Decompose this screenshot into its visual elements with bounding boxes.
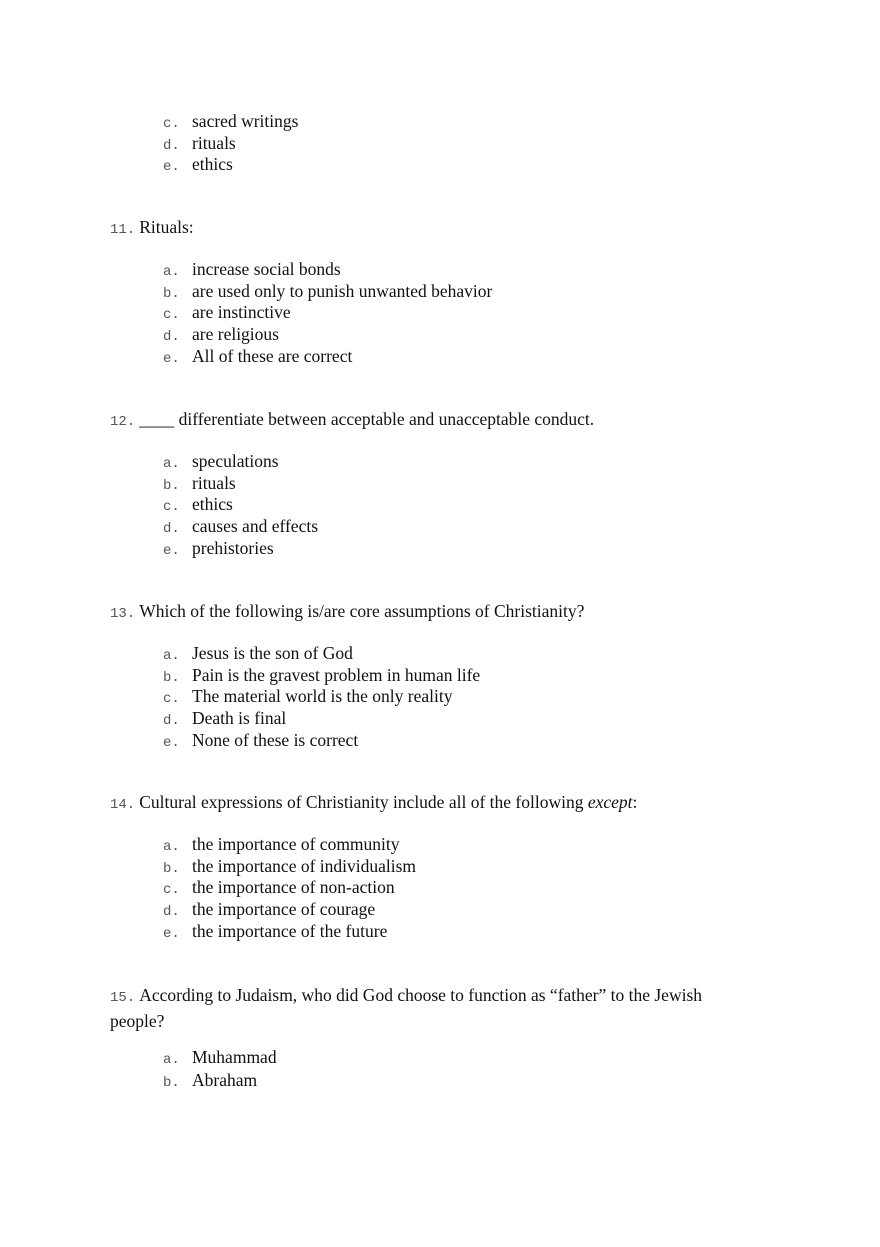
option-text: the importance of non-action <box>192 877 395 898</box>
option-text: the importance of individualism <box>192 855 417 876</box>
option-letter: d. <box>163 521 180 538</box>
option-text: speculations <box>192 451 279 471</box>
question-number: 13. <box>110 606 136 622</box>
question-text-end: : <box>632 792 638 812</box>
carryover-options <box>163 111 298 176</box>
option-text: the importance of courage <box>192 899 376 920</box>
question-text: According to Judaism, who did God choose to function as “father” to the Jewish people? <box>110 985 703 1031</box>
question-text: Rituals: <box>139 217 194 237</box>
option-letter: b. <box>163 285 180 302</box>
option-text: causes and effects <box>192 516 319 537</box>
option-text: Muhammad <box>192 1047 277 1067</box>
option-letter: a. <box>163 648 180 664</box>
option-text: ethics <box>192 154 233 175</box>
option-letter: e. <box>163 542 180 559</box>
option-text: Jesus is the son of God <box>192 643 353 663</box>
option-e <box>163 154 298 176</box>
option-text: are instinctive <box>192 302 291 323</box>
question-11-options <box>163 259 492 367</box>
option-text: prehistories <box>192 537 274 558</box>
option-letter: c. <box>163 116 180 132</box>
option-a <box>163 1046 277 1069</box>
option-text: All of these are correct <box>192 345 353 366</box>
option-a <box>163 643 480 665</box>
option-c <box>163 302 492 324</box>
option-d <box>163 324 492 346</box>
question-number: 14. <box>110 797 136 813</box>
option-text: increase social bonds <box>192 259 341 279</box>
option-d <box>163 133 298 155</box>
option-b <box>163 665 480 687</box>
question-number: 11. <box>110 222 136 238</box>
option-b <box>163 473 318 495</box>
question-number: 12. <box>110 414 136 430</box>
option-text: Abraham <box>192 1070 258 1090</box>
question-15-options <box>163 1046 277 1092</box>
option-c <box>163 686 480 708</box>
option-d <box>163 708 480 730</box>
option-letter: a. <box>163 456 180 472</box>
option-e <box>163 730 480 752</box>
question-14-prompt <box>110 791 760 817</box>
option-c <box>163 877 416 899</box>
option-letter: e. <box>163 159 180 176</box>
option-letter: e. <box>163 925 180 942</box>
option-text: ethics <box>192 494 233 515</box>
question-12-options <box>163 451 318 559</box>
option-text: Death is final <box>192 708 287 729</box>
option-letter: a. <box>163 839 180 855</box>
option-text: None of these is correct <box>192 729 359 750</box>
option-letter: e. <box>163 734 180 751</box>
option-text: rituals <box>192 472 236 493</box>
option-letter: c. <box>163 691 180 708</box>
question-text: Cultural expressions of Christianity include all of the following <box>139 792 588 812</box>
option-c <box>163 494 318 516</box>
option-e <box>163 921 416 943</box>
question-12-prompt <box>110 408 760 434</box>
option-letter: b. <box>163 860 180 877</box>
option-text: are used only to punish unwanted behavior <box>192 280 493 301</box>
option-letter: c. <box>163 499 180 516</box>
question-13-prompt <box>110 600 760 626</box>
option-a <box>163 451 318 473</box>
option-text: Pain is the gravest problem in human life <box>192 664 481 685</box>
option-a <box>163 834 416 856</box>
option-letter: b. <box>163 477 180 494</box>
option-e <box>163 346 492 368</box>
option-letter: d. <box>163 904 180 921</box>
option-letter: c. <box>163 882 180 899</box>
option-d <box>163 899 416 921</box>
question-text: ____ differentiate between acceptable and unacceptable conduct. <box>139 409 595 429</box>
option-c <box>163 111 298 133</box>
question-15-prompt <box>110 984 760 1033</box>
option-b <box>163 856 416 878</box>
option-letter: c. <box>163 307 180 324</box>
option-text: the importance of community <box>192 834 400 854</box>
option-a <box>163 259 492 281</box>
option-letter: a. <box>163 264 180 280</box>
question-number: 15. <box>110 990 136 1006</box>
option-text: are religious <box>192 324 279 345</box>
option-text: sacred writings <box>192 111 299 131</box>
option-letter: b. <box>163 1075 180 1091</box>
option-letter: e. <box>163 350 180 367</box>
question-11-prompt <box>110 216 760 242</box>
question-13-options <box>163 643 480 751</box>
option-b <box>163 281 492 303</box>
option-text: the importance of the future <box>192 920 388 941</box>
option-letter: d. <box>163 137 180 154</box>
question-14-options <box>163 834 416 942</box>
option-b <box>163 1069 277 1092</box>
option-letter: d. <box>163 713 180 730</box>
option-d <box>163 516 318 538</box>
option-letter: b. <box>163 669 180 686</box>
option-letter: a. <box>163 1052 180 1068</box>
question-emphasis: except <box>587 792 633 812</box>
option-text: The material world is the only reality <box>192 686 453 707</box>
option-e <box>163 538 318 560</box>
option-text: rituals <box>192 132 236 153</box>
question-text: Which of the following is/are core assumptions of Christianity? <box>139 601 585 621</box>
option-letter: d. <box>163 329 180 346</box>
